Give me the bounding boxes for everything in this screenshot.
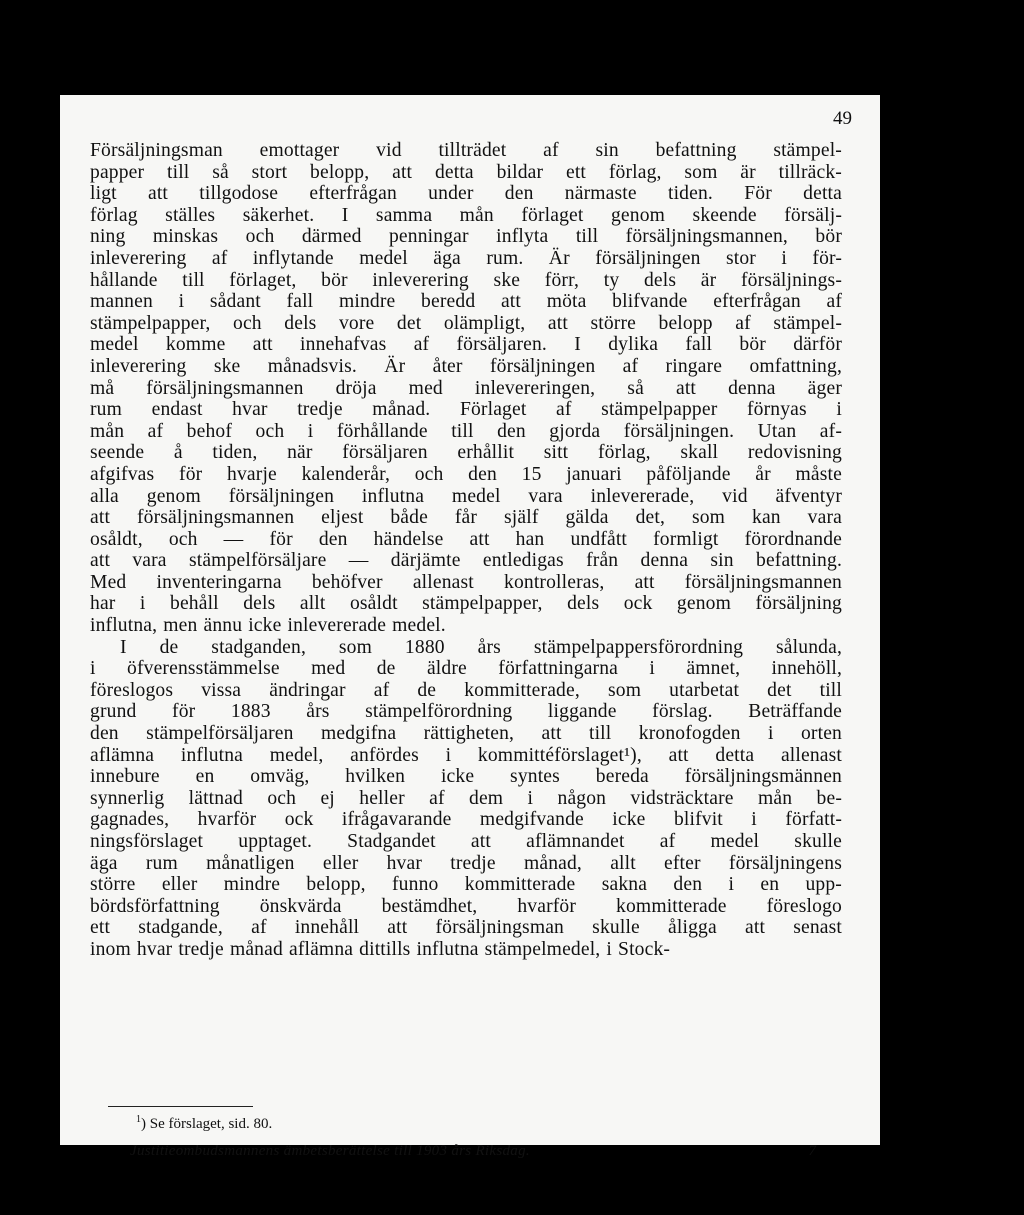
text-line: synnerlig lättnad och ej heller af dem i någon vidsträcktare mån be- [90, 787, 842, 809]
text-line: grund för 1883 års stämpelförordning liggande förslag. Beträffande [90, 701, 842, 723]
text-line: aflämna influtna medel, anfördes i kommittéförslaget¹), att detta allenast [90, 744, 842, 766]
text-line: förlag ställes säkerhet. I samma mån förlaget genom skeende försälj- [90, 204, 842, 226]
page-number: 49 [833, 108, 852, 129]
text-line: osåldt, och — för den händelse att han undfått formligt förordnande [90, 528, 842, 550]
document-page [60, 95, 880, 1159]
footer-title: Justitieombudsmannens ämbetsberättelse till 1903 års Riksdag. [130, 1143, 530, 1159]
text-line: stämpelpapper, och dels vore det olämpligt, att större belopp af stämpel- [90, 312, 842, 334]
footnote-text: ) Se förslaget, sid. 80. [141, 1116, 273, 1132]
text-line: papper till så stort belopp, att detta bildar ett förlag, som är tillräck- [90, 161, 842, 183]
text-line: att vara stämpelförsäljare — därjämte entledigas från denna sin befattning. [90, 550, 842, 572]
text-line: ningsförslaget upptaget. Stadgandet att aflämnandet af medel skulle [90, 831, 842, 852]
text-line: har i behåll dels allt osåldt stämpelpapper, dels ock genom försäljning [90, 593, 842, 615]
text-line: inleverering ske månadsvis. Är åter försäljningen af ringare omfattning, [90, 355, 842, 377]
footnote-divider [108, 1106, 253, 1107]
text-line: medel komme att innehafvas af försäljaren. I dylika fall bör därför [90, 334, 842, 356]
text-line: mån af behof och i förhållande till den gjorda försäljningen. Utan af- [90, 420, 842, 442]
text-line: rum endast hvar tredje månad. Förlaget af stämpelpapper förnyas i [90, 399, 842, 421]
text-line: I de stadganden, som 1880 års stämpelpappersförordning sålunda, [120, 636, 842, 658]
paragraph [90, 140, 842, 637]
text-line: ligt att tillgodose efterfrågan under den närmaste tiden. För detta [90, 183, 842, 205]
text-line: gagnades, hvarför ock ifrågavarande medgifvande icke blifvit i författ- [90, 809, 842, 831]
paragraph [90, 637, 842, 961]
footnote [136, 1114, 272, 1133]
text-line: inom hvar tredje månad aflämna dittills influtna stämpelmedel, i Stock- [90, 938, 671, 960]
text-line: föreslogos vissa ändringar af de kommitterade, som utarbetat det till [90, 679, 842, 701]
footer-sheet-number: 7 [808, 1143, 816, 1159]
text-line: större eller mindre belopp, funno kommitterade sakna den i en upp- [90, 874, 842, 896]
text-line: ett stadgande, af innehåll att försäljningsman skulle åligga att senast [90, 917, 842, 939]
text-line: alla genom försäljningen influtna medel vara inlevererade, vid äfventyr [90, 485, 842, 507]
text-line: ning minskas och därmed penningar inflyta till försäljningsmannen, bör [90, 226, 842, 248]
text-line: i öfverensstämmelse med de äldre författningarna i ämnet, innehöll, [90, 658, 842, 680]
footnote-marker: 1 [136, 1114, 141, 1125]
text-line: influtna, men ännu icke inlevererade medel. [90, 615, 446, 637]
text-line: seende å tiden, när försäljaren erhållit sitt förlag, skall redovisning [90, 442, 842, 464]
text-line: äga rum månatligen eller hvar tredje månad, allt efter försäljningens [90, 852, 842, 874]
text-line: mannen i sådant fall mindre beredd att möta blifvande efterfrågan af [90, 291, 842, 313]
text-line: hållande till förlaget, bör inleverering ske förr, ty dels är försäljnings- [90, 269, 842, 291]
text-line: Försäljningsman emottager vid tillträdet af sin befattning stämpel- [90, 140, 842, 161]
text-line: må försäljningsmannen dröja med inlevereringen, så att denna äger [90, 377, 842, 399]
body-text [90, 140, 842, 961]
text-line: innebure en omväg, hvilken icke syntes bereda försäljningsmännen [90, 766, 842, 788]
text-line: den stämpelförsäljaren medgifna rättigheten, att till kronofogden i orten [90, 723, 842, 745]
text-line: bördsförfattning önskvärda bestämdhet, hvarför kommitterade föreslogo [90, 895, 842, 917]
text-line: Med inventeringarna behöfver allenast kontrolleras, att försäljningsmannen [90, 571, 842, 593]
text-line: inleverering af inflytande medel äga rum. Är försäljningen stor i för- [90, 247, 842, 269]
text-line: afgifvas för hvarje kalenderår, och den 15 januari påföljande år måste [90, 463, 842, 485]
text-line: att försäljningsmannen eljest både får själf gälda det, som kan vara [90, 507, 842, 529]
